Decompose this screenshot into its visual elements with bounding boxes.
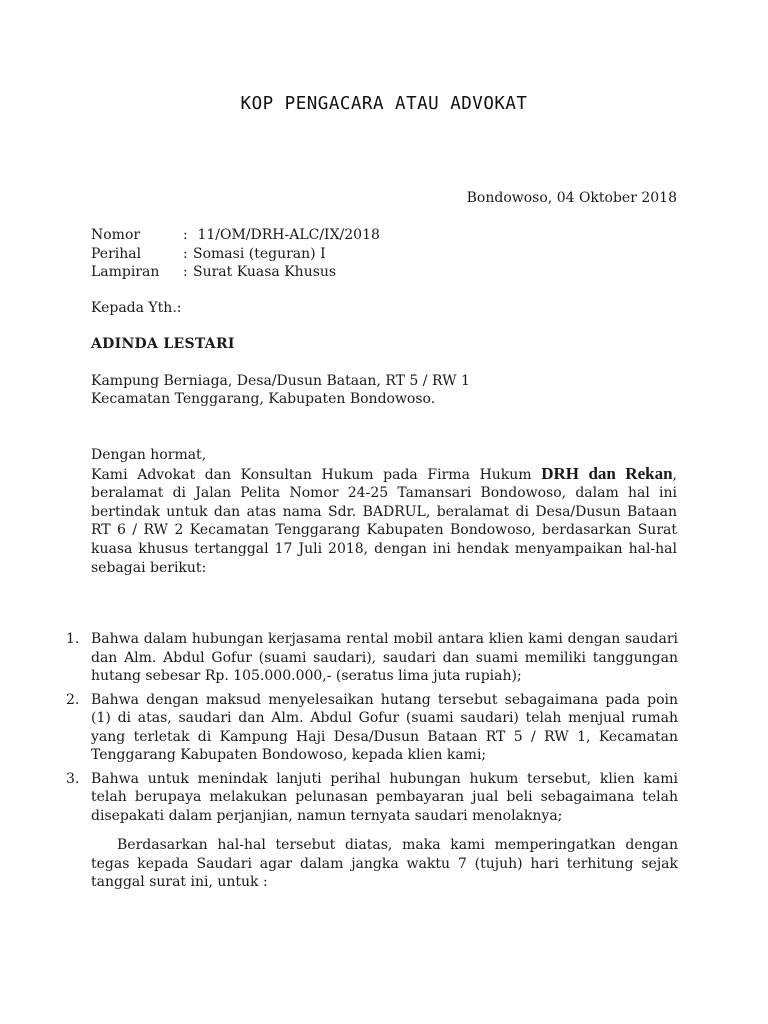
meta-value: Surat Kuasa Khusus bbox=[193, 264, 337, 280]
meta-row-nomor bbox=[91, 226, 380, 245]
closing-paragraph: Berdasarkan hal-hal tersebut diatas, maka kami memperingatkan dengan tegas kepada Saudari agar dalam jangka waktu 7 (tujuh) hari terhitung sejak tanggal surat ini, untuk : bbox=[91, 837, 678, 890]
points-list bbox=[66, 630, 678, 830]
greeting: Dengan hormat, bbox=[91, 447, 207, 463]
paragraph-text: Kami Advokat dan Konsultan Hukum pada Firma Hukum bbox=[91, 466, 542, 483]
letterhead-title: KOP PENGACARA ATAU ADVOKAT bbox=[240, 94, 528, 114]
item-number: 2. bbox=[66, 691, 80, 708]
recipient-address bbox=[91, 372, 470, 408]
letter-meta bbox=[91, 226, 380, 282]
list-item bbox=[66, 770, 678, 826]
item-number: 3. bbox=[66, 770, 80, 787]
meta-row-perihal bbox=[91, 245, 380, 264]
recipient-name: ADINDA LESTARI bbox=[91, 336, 235, 352]
meta-row-lampiran bbox=[91, 263, 380, 282]
meta-value: 11/OM/DRH-ALC/IX/2018 bbox=[193, 227, 380, 243]
recipient-salutation: Kepada Yth.: bbox=[91, 300, 182, 316]
opening-paragraph bbox=[91, 465, 677, 578]
address-line-2: Kecamatan Tenggarang, Kabupaten Bondowoso. bbox=[91, 391, 436, 407]
meta-colon: : bbox=[183, 227, 188, 243]
meta-colon: : bbox=[183, 245, 188, 262]
list-item bbox=[66, 630, 678, 686]
item-number: 1. bbox=[66, 631, 80, 647]
date-line: Bondowoso, 04 Oktober 2018 bbox=[466, 190, 677, 206]
item-text: Bahwa dengan maksud menyelesaikan hutang tersebut sebagaimana pada poin (1) di atas, saudari dan Alm. Abdul Gofur (suami saudari) telah menjual rumah yang terletak di Kampung Haji Desa/Dusun Bataan RT 5 / RW 1, Kecamatan Tenggarang Kabupaten Bondowoso, kepada klien kami; bbox=[91, 691, 678, 763]
meta-value: Somasi (teguran) I bbox=[193, 245, 326, 262]
meta-label: Nomor bbox=[91, 227, 141, 243]
paragraph-text: , beralamat di Jalan Pelita Nomor 24-25 Tamansari Bondowoso, dalam hal ini bertindak untuk dan atas nama Sdr. BADRUL, beralamat di Desa/Dusun Bataan RT 6 / RW 2 Kecamatan Tenggarang Kabupaten Bondowoso, berdasarkan Surat kuasa khusus tertanggal 17 Juli 2018, dengan ini hendak menyampaikan hal-hal sebagai berikut: bbox=[91, 466, 677, 576]
address-line-1: Kampung Berniaga, Desa/Dusun Bataan, RT 5 / RW 1 bbox=[91, 373, 470, 389]
law-firm-name: DRH dan Rekan bbox=[541, 463, 673, 483]
item-text: Bahwa dalam hubungan kerjasama rental mobil antara klien kami dengan saudari dan Alm. Abdul Gofur (suami saudari), saudari dan suami memiliki tanggungan hutang sebesar Rp. 105.000.000,- (seratus lima juta rupiah); bbox=[91, 631, 678, 684]
meta-label: Lampiran bbox=[91, 264, 160, 280]
meta-colon: : bbox=[183, 264, 188, 280]
item-text: Bahwa untuk menindak lanjuti perihal hubungan hukum tersebut, klien kami telah berupaya melakukan pelunasan pembayaran jual beli sebagaimana telah disepakati dalam perjanjian, namun ternyata saudari menolaknya; bbox=[91, 770, 678, 824]
meta-label: Perihal bbox=[91, 245, 142, 262]
list-item bbox=[66, 691, 678, 765]
letter-body bbox=[91, 446, 677, 577]
